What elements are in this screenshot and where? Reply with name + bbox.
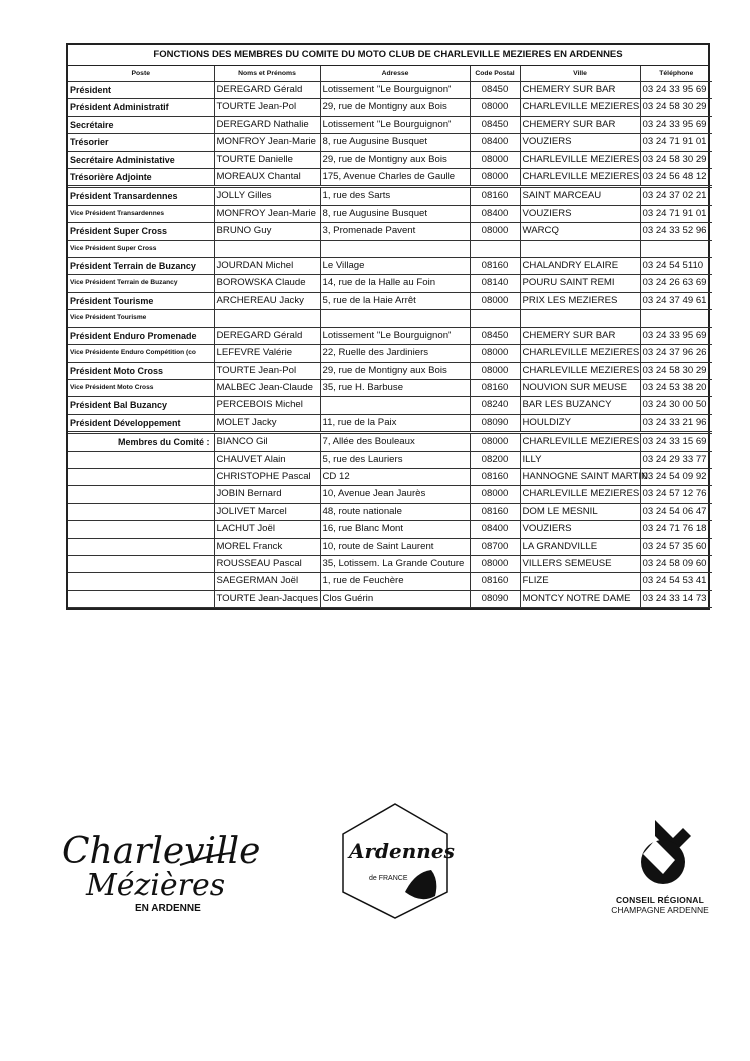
cell-adresse: 7, Allée des Bouleaux: [320, 433, 470, 451]
cell-cp: 08400: [470, 521, 520, 538]
cell-tel: 03 24 33 95 69: [640, 116, 712, 133]
cell-poste: Membres du Comité :: [68, 433, 214, 451]
cell-adresse: Clos Guérin: [320, 590, 470, 607]
cell-adresse: 1, rue de Feuchère: [320, 573, 470, 590]
logos-footer: [0, 780, 750, 930]
cell-adresse: 29, rue de Montigny aux Bois: [320, 362, 470, 379]
cell-cp: [470, 240, 520, 257]
cell-adresse: 29, rue de Montigny aux Bois: [320, 99, 470, 116]
cell-ville: NOUVION SUR MEUSE: [520, 379, 640, 396]
cell-tel: 03 24 54 53 41: [640, 573, 712, 590]
table-row: [68, 169, 712, 187]
cell-poste: Président Super Cross: [68, 223, 214, 240]
cell-tel: 03 24 33 21 96: [640, 414, 712, 432]
cell-cp: 08000: [470, 292, 520, 309]
cell-adresse: 5, rue de la Haie Arrêt: [320, 292, 470, 309]
table-row: [68, 116, 712, 133]
table-title: FONCTIONS DES MEMBRES DU COMITE DU MOTO CLUB DE CHARLEVILLE MEZIERES EN ARDENNES: [68, 45, 708, 66]
cell-cp: 08090: [470, 590, 520, 607]
cell-nom: DEREGARD Nathalie: [214, 116, 320, 133]
cell-adresse: 14, rue de la Halle au Foin: [320, 275, 470, 292]
cell-adresse: 10, Avenue Jean Jaurès: [320, 486, 470, 503]
cell-poste: Président Terrain de Buzancy: [68, 258, 214, 275]
cell-tel: 03 24 54 09 92: [640, 468, 712, 485]
cell-poste: Secrétaire Administative: [68, 151, 214, 168]
cell-cp: 08200: [470, 451, 520, 468]
cell-tel: 03 24 26 63 69: [640, 275, 712, 292]
cell-nom: JOLLY Gilles: [214, 187, 320, 205]
cell-poste: Vice Président Transardennes: [68, 205, 214, 222]
cell-poste: Président Tourisme: [68, 292, 214, 309]
cell-poste: [68, 573, 214, 590]
table-row: [68, 573, 712, 590]
cell-poste: [68, 538, 214, 555]
header-ville: Ville: [520, 66, 640, 82]
header-poste: Poste: [68, 66, 214, 82]
table-row: [68, 134, 712, 151]
cell-poste: Vice Président Tourisme: [68, 310, 214, 327]
cell-adresse: Lotissement "Le Bourguignon": [320, 82, 470, 99]
cell-adresse: 1, rue des Sarts: [320, 187, 470, 205]
cell-tel: 03 24 29 33 77: [640, 451, 712, 468]
cell-poste: [68, 590, 214, 607]
cell-ville: ILLY: [520, 451, 640, 468]
cell-ville: LA GRANDVILLE: [520, 538, 640, 555]
table-row: [68, 82, 712, 99]
cell-nom: MONFROY Jean-Marie: [214, 205, 320, 222]
cell-tel: [640, 240, 712, 257]
cell-tel: 03 24 71 76 18: [640, 521, 712, 538]
cell-nom: PERCEBOIS Michel: [214, 397, 320, 414]
cell-cp: 08000: [470, 223, 520, 240]
cell-poste: Président Développement: [68, 414, 214, 432]
cell-tel: 03 24 30 00 50: [640, 397, 712, 414]
cell-ville: CHARLEVILLE MEZIERES: [520, 151, 640, 168]
table-row: [68, 397, 712, 414]
cell-cp: 08240: [470, 397, 520, 414]
table-row: [68, 187, 712, 205]
cell-nom: MONFROY Jean-Marie: [214, 134, 320, 151]
cell-ville: CHEMERY SUR BAR: [520, 116, 640, 133]
table-row: [68, 292, 712, 309]
cell-cp: 08000: [470, 362, 520, 379]
cell-tel: 03 24 33 14 73: [640, 590, 712, 607]
cell-nom: LEFEVRE Valérie: [214, 345, 320, 362]
cell-cp: 08400: [470, 205, 520, 222]
conseil-regional-logo: [595, 810, 725, 920]
cell-nom: ARCHEREAU Jacky: [214, 292, 320, 309]
cell-poste: [68, 521, 214, 538]
cell-poste: Vice Président Super Cross: [68, 240, 214, 257]
table-row: [68, 486, 712, 503]
conseil-regional-emblem: [615, 810, 705, 890]
table-row: [68, 345, 712, 362]
cell-tel: 03 24 71 91 01: [640, 134, 712, 151]
cell-ville: VOUZIERS: [520, 134, 640, 151]
cell-cp: [470, 310, 520, 327]
cell-nom: MOREAUX Chantal: [214, 169, 320, 187]
cell-poste: Président Bal Buzancy: [68, 397, 214, 414]
cell-ville: CHEMERY SUR BAR: [520, 82, 640, 99]
cell-tel: 03 24 54 5110: [640, 258, 712, 275]
cell-tel: 03 24 58 30 29: [640, 99, 712, 116]
cell-adresse: 11, rue de la Paix: [320, 414, 470, 432]
cell-ville: [520, 240, 640, 257]
table-row: [68, 327, 712, 344]
cell-cp: 08160: [470, 468, 520, 485]
cell-nom: [214, 240, 320, 257]
cell-ville: CHARLEVILLE MEZIERES: [520, 433, 640, 451]
cell-cp: 08000: [470, 486, 520, 503]
cell-adresse: CD 12: [320, 468, 470, 485]
cell-tel: 03 24 33 95 69: [640, 82, 712, 99]
cell-tel: 03 24 58 30 29: [640, 151, 712, 168]
cell-ville: MONTCY NOTRE DAME: [520, 590, 640, 607]
table-row: [68, 310, 712, 327]
cell-poste: Vice Président Terrain de Buzancy: [68, 275, 214, 292]
cell-adresse: 35, rue H. Barbuse: [320, 379, 470, 396]
cell-cp: 08000: [470, 151, 520, 168]
cell-tel: 03 24 53 38 20: [640, 379, 712, 396]
cell-ville: SAINT MARCEAU: [520, 187, 640, 205]
cell-tel: 03 24 54 06 47: [640, 503, 712, 520]
cell-tel: 03 24 56 48 12: [640, 169, 712, 187]
cell-ville: CHALANDRY ELAIRE: [520, 258, 640, 275]
table-row: [68, 240, 712, 257]
cell-poste: Trésorière Adjointe: [68, 169, 214, 187]
table-row: [68, 451, 712, 468]
header-code-postal: Code Postal: [470, 66, 520, 82]
table-row: [68, 433, 712, 451]
cell-poste: [68, 451, 214, 468]
cell-ville: HANNOGNE SAINT MARTIN: [520, 468, 640, 485]
cell-adresse: [320, 397, 470, 414]
table-row: [68, 414, 712, 432]
cell-nom: LACHUT Joël: [214, 521, 320, 538]
cell-adresse: [320, 240, 470, 257]
cell-nom: MOREL Franck: [214, 538, 320, 555]
cell-poste: Secrétaire: [68, 116, 214, 133]
cell-adresse: 175, Avenue Charles de Gaulle: [320, 169, 470, 187]
charleville-mezieres-logo: [60, 825, 261, 915]
cell-adresse: 48, route nationale: [320, 503, 470, 520]
cell-cp: 08160: [470, 187, 520, 205]
cell-adresse: 10, route de Saint Laurent: [320, 538, 470, 555]
cell-adresse: 8, rue Augusine Busquet: [320, 134, 470, 151]
header-adresse: Adresse: [320, 66, 470, 82]
svg-text:Mézières: Mézières: [86, 868, 226, 903]
cell-ville: CHARLEVILLE MEZIERES: [520, 362, 640, 379]
cell-nom: DEREGARD Gérald: [214, 327, 320, 344]
cell-ville: FLIZE: [520, 573, 640, 590]
table-row: [68, 555, 712, 572]
cell-poste: Président Transardennes: [68, 187, 214, 205]
cell-ville: POURU SAINT REMI: [520, 275, 640, 292]
cell-nom: MALBEC Jean-Claude: [214, 379, 320, 396]
cell-poste: [68, 555, 214, 572]
cell-tel: 03 24 37 02 21: [640, 187, 712, 205]
cell-cp: 08000: [470, 99, 520, 116]
svg-text:Charleville: Charleville: [62, 831, 261, 872]
cell-cp: 08450: [470, 116, 520, 133]
cell-tel: 03 24 33 95 69: [640, 327, 712, 344]
cell-tel: 03 24 37 49 61: [640, 292, 712, 309]
cell-tel: 03 24 33 52 96: [640, 223, 712, 240]
committee-table-frame: [66, 43, 710, 610]
table-row: [68, 379, 712, 396]
table-row: [68, 538, 712, 555]
table-row: [68, 205, 712, 222]
cell-nom: MOLET Jacky: [214, 414, 320, 432]
svg-text:de FRANCE: de FRANCE: [369, 875, 408, 882]
cell-nom: TOURTE Jean-Jacques: [214, 590, 320, 607]
cell-nom: ROUSSEAU Pascal: [214, 555, 320, 572]
cell-poste: Président Enduro Promenade: [68, 327, 214, 344]
cell-adresse: 16, rue Blanc Mont: [320, 521, 470, 538]
cell-nom: BIANCO Gil: [214, 433, 320, 451]
table-row: [68, 223, 712, 240]
cell-cp: 08000: [470, 555, 520, 572]
table-row: [68, 99, 712, 116]
cell-nom: SAEGERMAN Joël: [214, 573, 320, 590]
cell-ville: [520, 310, 640, 327]
cell-nom: JOBIN Bernard: [214, 486, 320, 503]
cell-ville: VOUZIERS: [520, 205, 640, 222]
cell-tel: 03 24 37 96 26: [640, 345, 712, 362]
table-row: [68, 503, 712, 520]
cell-tel: 03 24 57 35 60: [640, 538, 712, 555]
cell-cp: 08160: [470, 379, 520, 396]
header-row: [68, 66, 712, 82]
cell-cp: 08160: [470, 573, 520, 590]
committee-table: [68, 66, 712, 608]
cell-adresse: 22, Ruelle des Jardiniers: [320, 345, 470, 362]
cell-adresse: 3, Promenade Pavent: [320, 223, 470, 240]
table-row: [68, 468, 712, 485]
cell-tel: 03 24 71 91 01: [640, 205, 712, 222]
cell-poste: [68, 503, 214, 520]
cell-cp: 08090: [470, 414, 520, 432]
header-nom: Noms et Prénoms: [214, 66, 320, 82]
cell-cp: 08000: [470, 345, 520, 362]
cell-cp: 08140: [470, 275, 520, 292]
cell-ville: CHEMERY SUR BAR: [520, 327, 640, 344]
cell-poste: Président: [68, 82, 214, 99]
cell-nom: JOURDAN Michel: [214, 258, 320, 275]
cell-poste: Président Administratif: [68, 99, 214, 116]
cell-nom: JOLIVET Marcel: [214, 503, 320, 520]
cell-cp: 08450: [470, 327, 520, 344]
table-row: [68, 258, 712, 275]
cell-cp: 08160: [470, 503, 520, 520]
table-row: [68, 590, 712, 607]
cell-ville: CHARLEVILLE MEZIERES: [520, 345, 640, 362]
cell-adresse: 8, rue Augusine Busquet: [320, 205, 470, 222]
cell-adresse: Le Village: [320, 258, 470, 275]
cell-tel: 03 24 58 30 29: [640, 362, 712, 379]
cell-ville: CHARLEVILLE MEZIERES: [520, 486, 640, 503]
cell-nom: CHAUVET Alain: [214, 451, 320, 468]
cell-adresse: Lotissement "Le Bourguignon": [320, 327, 470, 344]
cell-nom: CHRISTOPHE Pascal: [214, 468, 320, 485]
cell-adresse: 5, rue des Lauriers: [320, 451, 470, 468]
cell-ville: CHARLEVILLE MEZIERES: [520, 169, 640, 187]
cell-ville: WARCQ: [520, 223, 640, 240]
svg-text:Ardennes: Ardennes: [349, 839, 455, 863]
cell-ville: VOUZIERS: [520, 521, 640, 538]
table-row: [68, 275, 712, 292]
cell-ville: HOULDIZY: [520, 414, 640, 432]
cell-cp: 08000: [470, 169, 520, 187]
cell-nom: TOURTE Danielle: [214, 151, 320, 168]
svg-text:EN ARDENNE: EN ARDENNE: [135, 903, 201, 914]
cell-poste: Vice Président Moto Cross: [68, 379, 214, 396]
table-row: [68, 362, 712, 379]
cell-poste: [68, 468, 214, 485]
cell-nom: [214, 310, 320, 327]
cell-cp: 08160: [470, 258, 520, 275]
header-telephone: Téléphone: [640, 66, 712, 82]
cell-nom: TOURTE Jean-Pol: [214, 99, 320, 116]
cell-ville: CHARLEVILLE MEZIERES: [520, 99, 640, 116]
table-row: [68, 151, 712, 168]
table-row: [68, 521, 712, 538]
conseil-regional-line2: CHAMPAGNE ARDENNE: [611, 905, 709, 915]
cell-cp: 08400: [470, 134, 520, 151]
cell-ville: BAR LES BUZANCY: [520, 397, 640, 414]
cell-nom: DEREGARD Gérald: [214, 82, 320, 99]
cell-adresse: 29, rue de Montigny aux Bois: [320, 151, 470, 168]
cell-adresse: 35, Lotissem. La Grande Couture: [320, 555, 470, 572]
cell-ville: DOM LE MESNIL: [520, 503, 640, 520]
cell-poste: Trésorier: [68, 134, 214, 151]
cell-nom: TOURTE Jean-Pol: [214, 362, 320, 379]
cell-adresse: [320, 310, 470, 327]
conseil-regional-line1: CONSEIL RÉGIONAL: [615, 895, 705, 905]
cell-cp: 08450: [470, 82, 520, 99]
cell-cp: 08700: [470, 538, 520, 555]
cell-ville: PRIX LES MEZIERES: [520, 292, 640, 309]
cell-tel: 03 24 33 15 69: [640, 433, 712, 451]
cell-poste: Vice Présidente Enduro Compétition (co: [68, 345, 214, 362]
cell-adresse: Lotissement "Le Bourguignon": [320, 116, 470, 133]
cell-tel: 03 24 57 12 76: [640, 486, 712, 503]
cell-cp: 08000: [470, 433, 520, 451]
cell-nom: BOROWSKA Claude: [214, 275, 320, 292]
cell-ville: VILLERS SEMEUSE: [520, 555, 640, 572]
cell-poste: [68, 486, 214, 503]
cell-tel: 03 24 58 09 60: [640, 555, 712, 572]
cell-tel: [640, 310, 712, 327]
ardennes-de-france-logo: [335, 800, 455, 920]
cell-poste: Président Moto Cross: [68, 362, 214, 379]
cell-nom: BRUNO Guy: [214, 223, 320, 240]
